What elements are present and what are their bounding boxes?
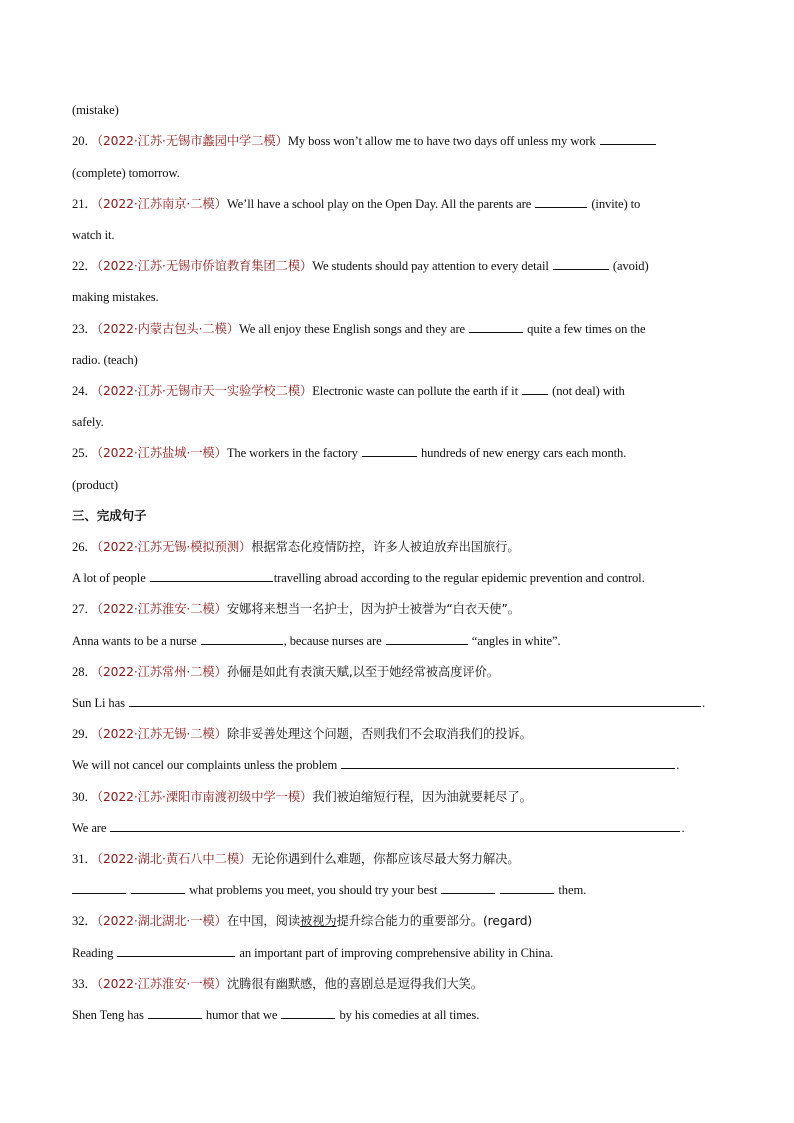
question-text: Sun Li has xyxy=(72,696,125,710)
answer-blank[interactable] xyxy=(500,882,554,894)
question-text: by his comedies at all times. xyxy=(339,1008,480,1022)
hint-text: (mistake) xyxy=(72,103,119,117)
question-source: （2022·内蒙古包头·二模） xyxy=(96,322,240,336)
chinese-sentence: 孙俪是如此有表演天赋,以至于她经常被高度评价。 xyxy=(226,665,499,679)
question-source: （2022·江苏盐城·一模） xyxy=(96,446,227,460)
question-text: watch it. xyxy=(72,228,115,242)
question-23 xyxy=(72,321,645,337)
question-text: We are xyxy=(72,821,107,835)
section-heading: 三、完成句子 xyxy=(72,508,147,523)
question-text: Reading xyxy=(72,946,114,960)
answer-blank[interactable] xyxy=(535,196,587,208)
chinese-sentence: 沈腾很有幽默感，他的喜剧总是逗得我们大笑。 xyxy=(226,977,483,991)
question-number: 21． xyxy=(72,197,97,211)
answer-blank[interactable] xyxy=(341,757,675,769)
question-source: （2022·江苏·无锡市天一实验学校二模） xyxy=(96,384,313,398)
question-29-en xyxy=(72,757,679,773)
question-source: （2022·江苏·无锡市侨谊教育集团二模） xyxy=(96,259,313,273)
question-text: We all enjoy these English songs and they are xyxy=(239,322,466,336)
question-text: Anna wants to be a nurse xyxy=(72,634,197,648)
answer-blank[interactable] xyxy=(386,633,468,645)
question-source: （2022·江苏无锡·模拟预测） xyxy=(96,540,252,554)
answer-blank[interactable] xyxy=(150,570,273,582)
question-text: We’ll have a school play on the Open Day. All the parents are xyxy=(226,197,532,211)
answer-blank[interactable] xyxy=(148,1007,202,1019)
answer-blank[interactable] xyxy=(281,1007,335,1019)
question-32 xyxy=(72,913,532,929)
question-28 xyxy=(72,664,499,680)
question-24 xyxy=(72,383,625,399)
question-text: The workers in the factory xyxy=(226,446,358,460)
question-number: 26． xyxy=(72,540,97,554)
question-text: travelling abroad according to the regular epidemic prevention and control. xyxy=(273,571,645,585)
question-number: 22． xyxy=(72,259,97,273)
question-27-en xyxy=(72,633,561,649)
question-text: Electronic waste can pollute the earth if it xyxy=(312,384,518,398)
answer-blank[interactable] xyxy=(553,258,609,270)
question-text: We students should pay attention to every detail xyxy=(312,259,549,273)
question-number: 20． xyxy=(72,134,97,148)
question-source: （2022·江苏常州·二模） xyxy=(96,665,227,679)
question-26-en xyxy=(72,570,645,586)
period: . xyxy=(676,758,680,772)
question-text: Shen Teng has xyxy=(72,1008,144,1022)
question-20-cont xyxy=(72,165,180,181)
question-text: (product) xyxy=(72,478,118,492)
question-text: them. xyxy=(558,883,587,897)
chinese-sentence: 我们被迫缩短行程，因为油就要耗尽了。 xyxy=(312,790,532,804)
question-number: 23． xyxy=(72,322,97,336)
question-number: 27． xyxy=(72,602,97,616)
answer-blank[interactable] xyxy=(441,882,495,894)
question-22-cont xyxy=(72,289,159,305)
question-text: My boss won’t allow me to have two days off unless my work xyxy=(287,134,596,148)
question-33-en xyxy=(72,1007,479,1023)
question-25 xyxy=(72,445,626,461)
question-text: (invite) to xyxy=(591,197,641,211)
period: . xyxy=(681,821,685,835)
q19-tail xyxy=(72,102,119,118)
question-21 xyxy=(72,196,640,212)
question-text: A lot of people xyxy=(72,571,146,585)
question-source: （2022·江苏南京·二模） xyxy=(96,197,227,211)
answer-blank[interactable] xyxy=(522,383,548,395)
question-text: an important part of improving comprehensive ability in China. xyxy=(239,946,554,960)
question-text: hundreds of new energy cars each month. xyxy=(420,446,627,460)
question-30-en xyxy=(72,820,685,836)
chinese-sentence: 无论你遇到什么难题，你都应该尽最大努力解决。 xyxy=(251,852,520,866)
answer-blank[interactable] xyxy=(362,445,417,457)
question-28-en xyxy=(72,695,705,711)
question-text: “angles in white”. xyxy=(471,634,561,648)
question-text: (avoid) xyxy=(612,259,649,273)
chinese-sentence: 根据常态化疫情防控，许多人被迫放弃出国旅行。 xyxy=(251,540,520,554)
question-number: 30． xyxy=(72,790,97,804)
question-31-en xyxy=(72,882,586,898)
question-source: （2022·江苏无锡·二模） xyxy=(96,727,227,741)
answer-blank[interactable] xyxy=(110,820,680,832)
question-source: （2022·江苏·无锡市蠡园中学二模） xyxy=(96,134,288,148)
question-text: safely. xyxy=(72,415,104,429)
chinese-sentence: 在中国，阅读 xyxy=(226,914,301,928)
question-number: 28． xyxy=(72,665,97,679)
question-number: 29． xyxy=(72,727,97,741)
answer-blank[interactable] xyxy=(72,882,126,894)
question-27 xyxy=(72,601,520,617)
answer-blank[interactable] xyxy=(469,321,523,333)
period: . xyxy=(701,696,705,710)
question-text: what problems you meet, you should try your best xyxy=(189,883,438,897)
question-33 xyxy=(72,976,483,992)
question-number: 31． xyxy=(72,852,97,866)
question-text: quite a few times on the xyxy=(527,322,646,336)
question-text: radio. (teach) xyxy=(72,353,138,367)
question-source: （2022·湖北·黄石八中二模） xyxy=(96,852,252,866)
question-24-cont xyxy=(72,414,104,430)
question-32-en xyxy=(72,945,553,961)
question-source: （2022·江苏·溧阳市南渡初级中学一模） xyxy=(96,790,313,804)
question-text: (not deal) with xyxy=(552,384,625,398)
answer-blank[interactable] xyxy=(201,633,283,645)
question-29 xyxy=(72,726,532,742)
question-number: 33． xyxy=(72,977,97,991)
answer-blank[interactable] xyxy=(600,133,656,145)
question-23-cont xyxy=(72,352,138,368)
chinese-sentence: 提升综合能力的重要部分。(regard) xyxy=(336,914,533,928)
answer-blank[interactable] xyxy=(117,945,235,957)
question-text: making mistakes. xyxy=(72,290,159,304)
question-26 xyxy=(72,539,520,555)
question-number: 25． xyxy=(72,446,97,460)
question-number: 32． xyxy=(72,914,97,928)
question-text: We will not cancel our complaints unless the problem xyxy=(72,758,338,772)
question-text: , because nurses are xyxy=(283,634,382,648)
chinese-sentence: 除非妥善处理这个问题，否则我们不会取消我们的投诉。 xyxy=(226,727,532,741)
question-source: （2022·江苏淮安·二模） xyxy=(96,602,227,616)
underlined-phrase: 被视为 xyxy=(300,914,337,928)
question-22 xyxy=(72,258,649,274)
question-text: humor that we xyxy=(205,1008,278,1022)
question-21-cont xyxy=(72,227,114,243)
question-20 xyxy=(72,133,657,149)
question-source: （2022·江苏淮安·一模） xyxy=(96,977,227,991)
question-number: 24． xyxy=(72,384,97,398)
question-text: (complete) tomorrow. xyxy=(72,166,180,180)
question-31 xyxy=(72,851,520,867)
answer-blank[interactable] xyxy=(131,882,185,894)
answer-blank[interactable] xyxy=(129,695,701,707)
chinese-sentence: 安娜将来想当一名护士，因为护士被誉为“白衣天使”。 xyxy=(226,602,520,616)
question-30 xyxy=(72,789,532,805)
question-source: （2022·湖北湖北·一模） xyxy=(96,914,227,928)
question-25-cont xyxy=(72,477,118,493)
